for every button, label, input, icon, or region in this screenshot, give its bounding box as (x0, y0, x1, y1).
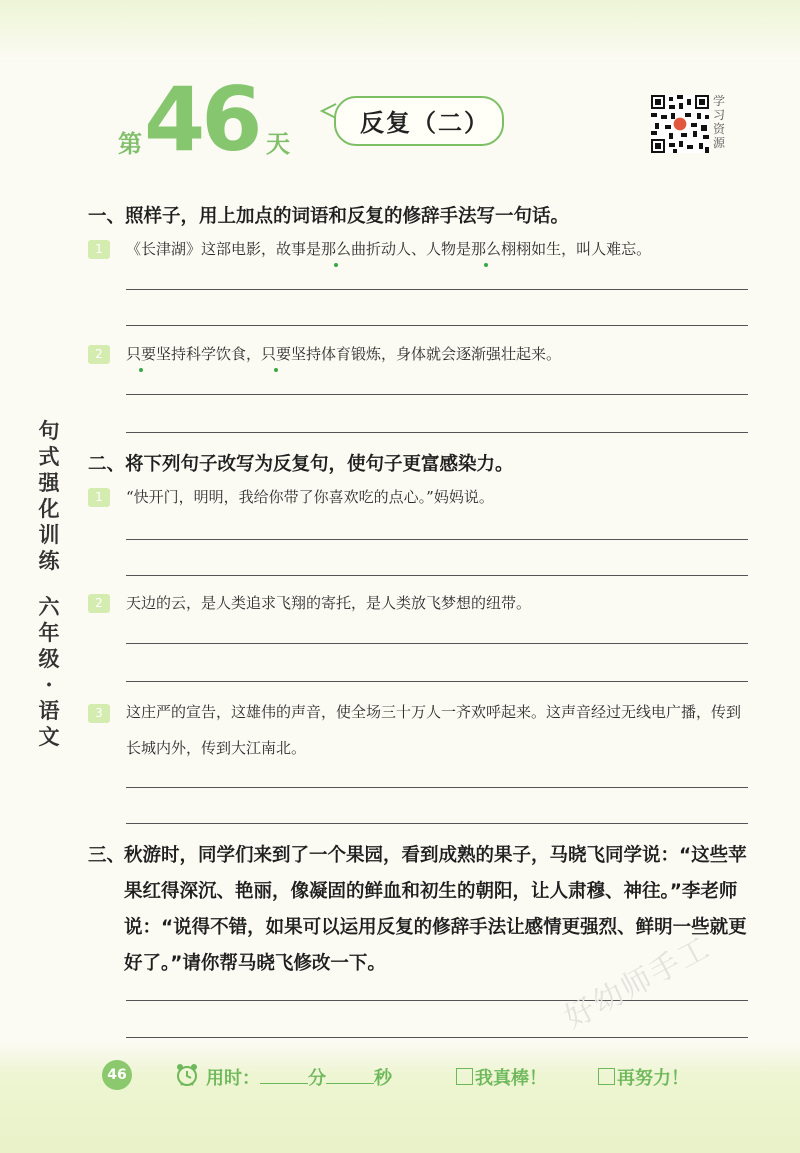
item-number-badge: 1 (88, 488, 110, 507)
answer-line[interactable] (126, 787, 748, 788)
bottom-band (0, 1042, 800, 1153)
answer-line[interactable] (126, 823, 748, 824)
great-checkbox[interactable] (456, 1068, 473, 1085)
item-text: 坚持科学饮食， (156, 345, 262, 363)
second-label: 秒 (374, 1068, 392, 1089)
answer-line[interactable] (126, 681, 748, 682)
item-text: 曲折动人、人物是 (351, 240, 472, 258)
dotted-word: 那么 (321, 240, 352, 258)
answer-line[interactable] (126, 643, 748, 644)
minute-label: 分 (308, 1068, 326, 1089)
section-1-item-1 (126, 238, 651, 259)
qr-code-icon[interactable] (651, 95, 709, 153)
item-text: 《长津湖》这部电影，故事是 (126, 240, 322, 258)
topic-title: 反复（二） (360, 108, 490, 137)
seconds-blank[interactable] (326, 1065, 374, 1084)
dotted-word: 只要 (261, 345, 292, 363)
top-band (0, 0, 800, 58)
section-1-item-2 (126, 343, 561, 364)
try-label: 再努力！ (617, 1068, 689, 1089)
day-number: 46 (144, 68, 259, 171)
day-suffix: 天 (266, 129, 290, 158)
answer-line[interactable] (126, 1000, 748, 1001)
section-2-item-1: “快开门，明明，我给你带了你喜欢吃的点心。”妈妈说。 (126, 488, 494, 506)
dotted-word: 那么 (471, 240, 502, 258)
minutes-blank[interactable] (260, 1065, 308, 1084)
item-text: 栩栩如生，叫人难忘。 (501, 240, 652, 258)
answer-line[interactable] (126, 539, 748, 540)
qr-code-label: 学习资源 (713, 94, 726, 150)
page-number: 46 (102, 1060, 132, 1090)
answer-line[interactable] (126, 1037, 748, 1038)
answer-line[interactable] (126, 432, 748, 433)
alarm-clock-icon (174, 1062, 200, 1088)
section-3-text: 秋游时，同学们来到了一个果园，看到成熟的果子，马晓飞同学说：“这些苹果红得深沉、艳丽，像凝固的鲜血和初生的朝阳，让人肃穆、神往。”李老师说：“说得不错，如果可以运用反复的修辞手法让感情更强烈、鲜明一些就更好了。”请你帮马晓飞修改一下。 (124, 845, 747, 974)
section-2-item-2: 天边的云，是人类追求飞翔的寄托，是人类放飞梦想的纽带。 (126, 594, 532, 612)
day-prefix: 第 (118, 129, 142, 158)
answer-line[interactable] (126, 575, 748, 576)
answer-line[interactable] (126, 394, 748, 395)
item-number-badge: 2 (88, 345, 110, 364)
try-checkbox[interactable] (598, 1068, 615, 1085)
great-option[interactable] (456, 1064, 547, 1090)
section-2-title: 二、将下列句子改写为反复句，使句子更富感染力。 (88, 454, 514, 475)
try-option[interactable] (598, 1064, 689, 1090)
sidebar-grade: 六年级·语文 (38, 594, 60, 749)
time-label: 用时： (206, 1068, 260, 1089)
section-2-item-3: 这庄严的宣告，这雄伟的声音，使全场三十万人一齐欢呼起来。这声音经过无线电广播，传到长城内外，传到大江南北。 (126, 703, 742, 757)
time-record (206, 1064, 392, 1090)
section-3-number: 三、 (88, 845, 126, 866)
answer-line[interactable] (126, 325, 748, 326)
item-number-badge: 2 (88, 594, 110, 613)
item-number-badge: 1 (88, 240, 110, 259)
answer-line[interactable] (126, 289, 748, 290)
section-1-title: 一、照样子，用上加点的词语和反复的修辞手法写一句话。 (88, 206, 570, 227)
dotted-word: 只要 (126, 345, 157, 363)
sidebar-subject: 句式强化训练 (38, 418, 60, 573)
watermark: 好幼师手工 (558, 930, 717, 1037)
item-number-badge: 3 (88, 704, 110, 723)
item-text: 坚持体育锻炼，身体就会逐渐强壮起来。 (291, 345, 562, 363)
great-label: 我真棒！ (475, 1068, 547, 1089)
